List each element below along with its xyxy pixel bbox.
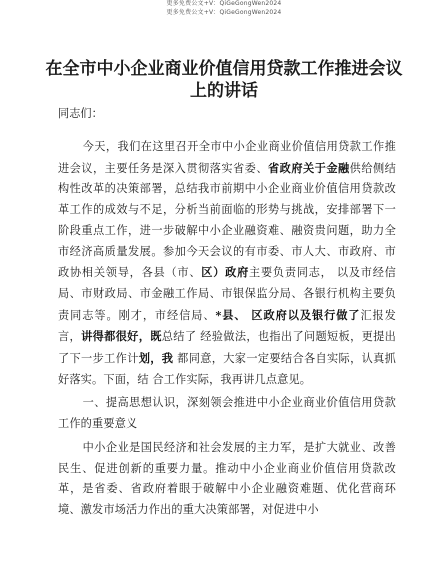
text-run: 汇报发言， xyxy=(58,308,397,344)
bold-run: 区）政府 xyxy=(201,265,250,280)
text-run: 总结了 经验做法，也指出了问题短板，更提出了下一步工作计 xyxy=(58,330,396,366)
greeting: 同志们： xyxy=(58,107,103,120)
document-body xyxy=(58,107,396,521)
paragraph-opening xyxy=(58,137,396,390)
bold-run: 讲得都很好， xyxy=(81,329,151,344)
text-run: 供给侧结构性改革的决策部署，总结我市前期中小企业商业价值信用贷款改革工作的成效与不足，分析当前面临的形势与挑战，安排部署下一阶段重点工作，进一步破解中小企业融资难、融资贵问题，助力全市经济高质量发展。参加今天会议的有市委、市人大、市政府、市政协相关领导，各县（市、 xyxy=(58,161,396,280)
bold-run: *县、 区政府以及银行做了 xyxy=(215,307,361,322)
watermark-second: 更多免费公文+V：QiGeGongWen2024 xyxy=(166,9,282,16)
paragraph-section-1: 中小企业是国民经济和社会发展的主力军，是扩大就业、改善民生、促进创新的重要力量。推动中小企业商业价值信用贷款改革，是省委、省政府着眼于破解中小企业融资难题、优化营商环境、激发市场活力作出的重大决策部署，对促进中小 xyxy=(58,440,396,516)
text-run: 今天，我们在这里召开全市中小企业商业价值信用贷款工作推进会议，主要任务是深入贯彻落实省委、 xyxy=(58,140,396,175)
watermark-top: 更多免费公文+V：QiGeGongWen2024 xyxy=(166,0,282,7)
text-run: 都同意，大家一定要结合各自实际，认真抓好落实。下面，结 合工作实际，我再讲几点意见。 xyxy=(58,352,396,386)
section-heading-1: 一、提高思想认识，深刻领会推进中小企业商业价值信用贷款工作的重要意义 xyxy=(58,396,396,431)
document-title: 在全市中小企业商业价值信用贷款工作推进会议上的讲话 xyxy=(45,59,403,101)
text-run: 主要负责同志， 以及市经信局、市财政局、市金融工作局、市银保监分局、各银行机构主要负责同志等。刚才，市经信局、 xyxy=(58,266,396,322)
bold-run: 省政府关于金融 xyxy=(267,160,350,175)
bold-run: 既 xyxy=(150,329,162,344)
bold-run: 划，我 xyxy=(138,351,174,366)
